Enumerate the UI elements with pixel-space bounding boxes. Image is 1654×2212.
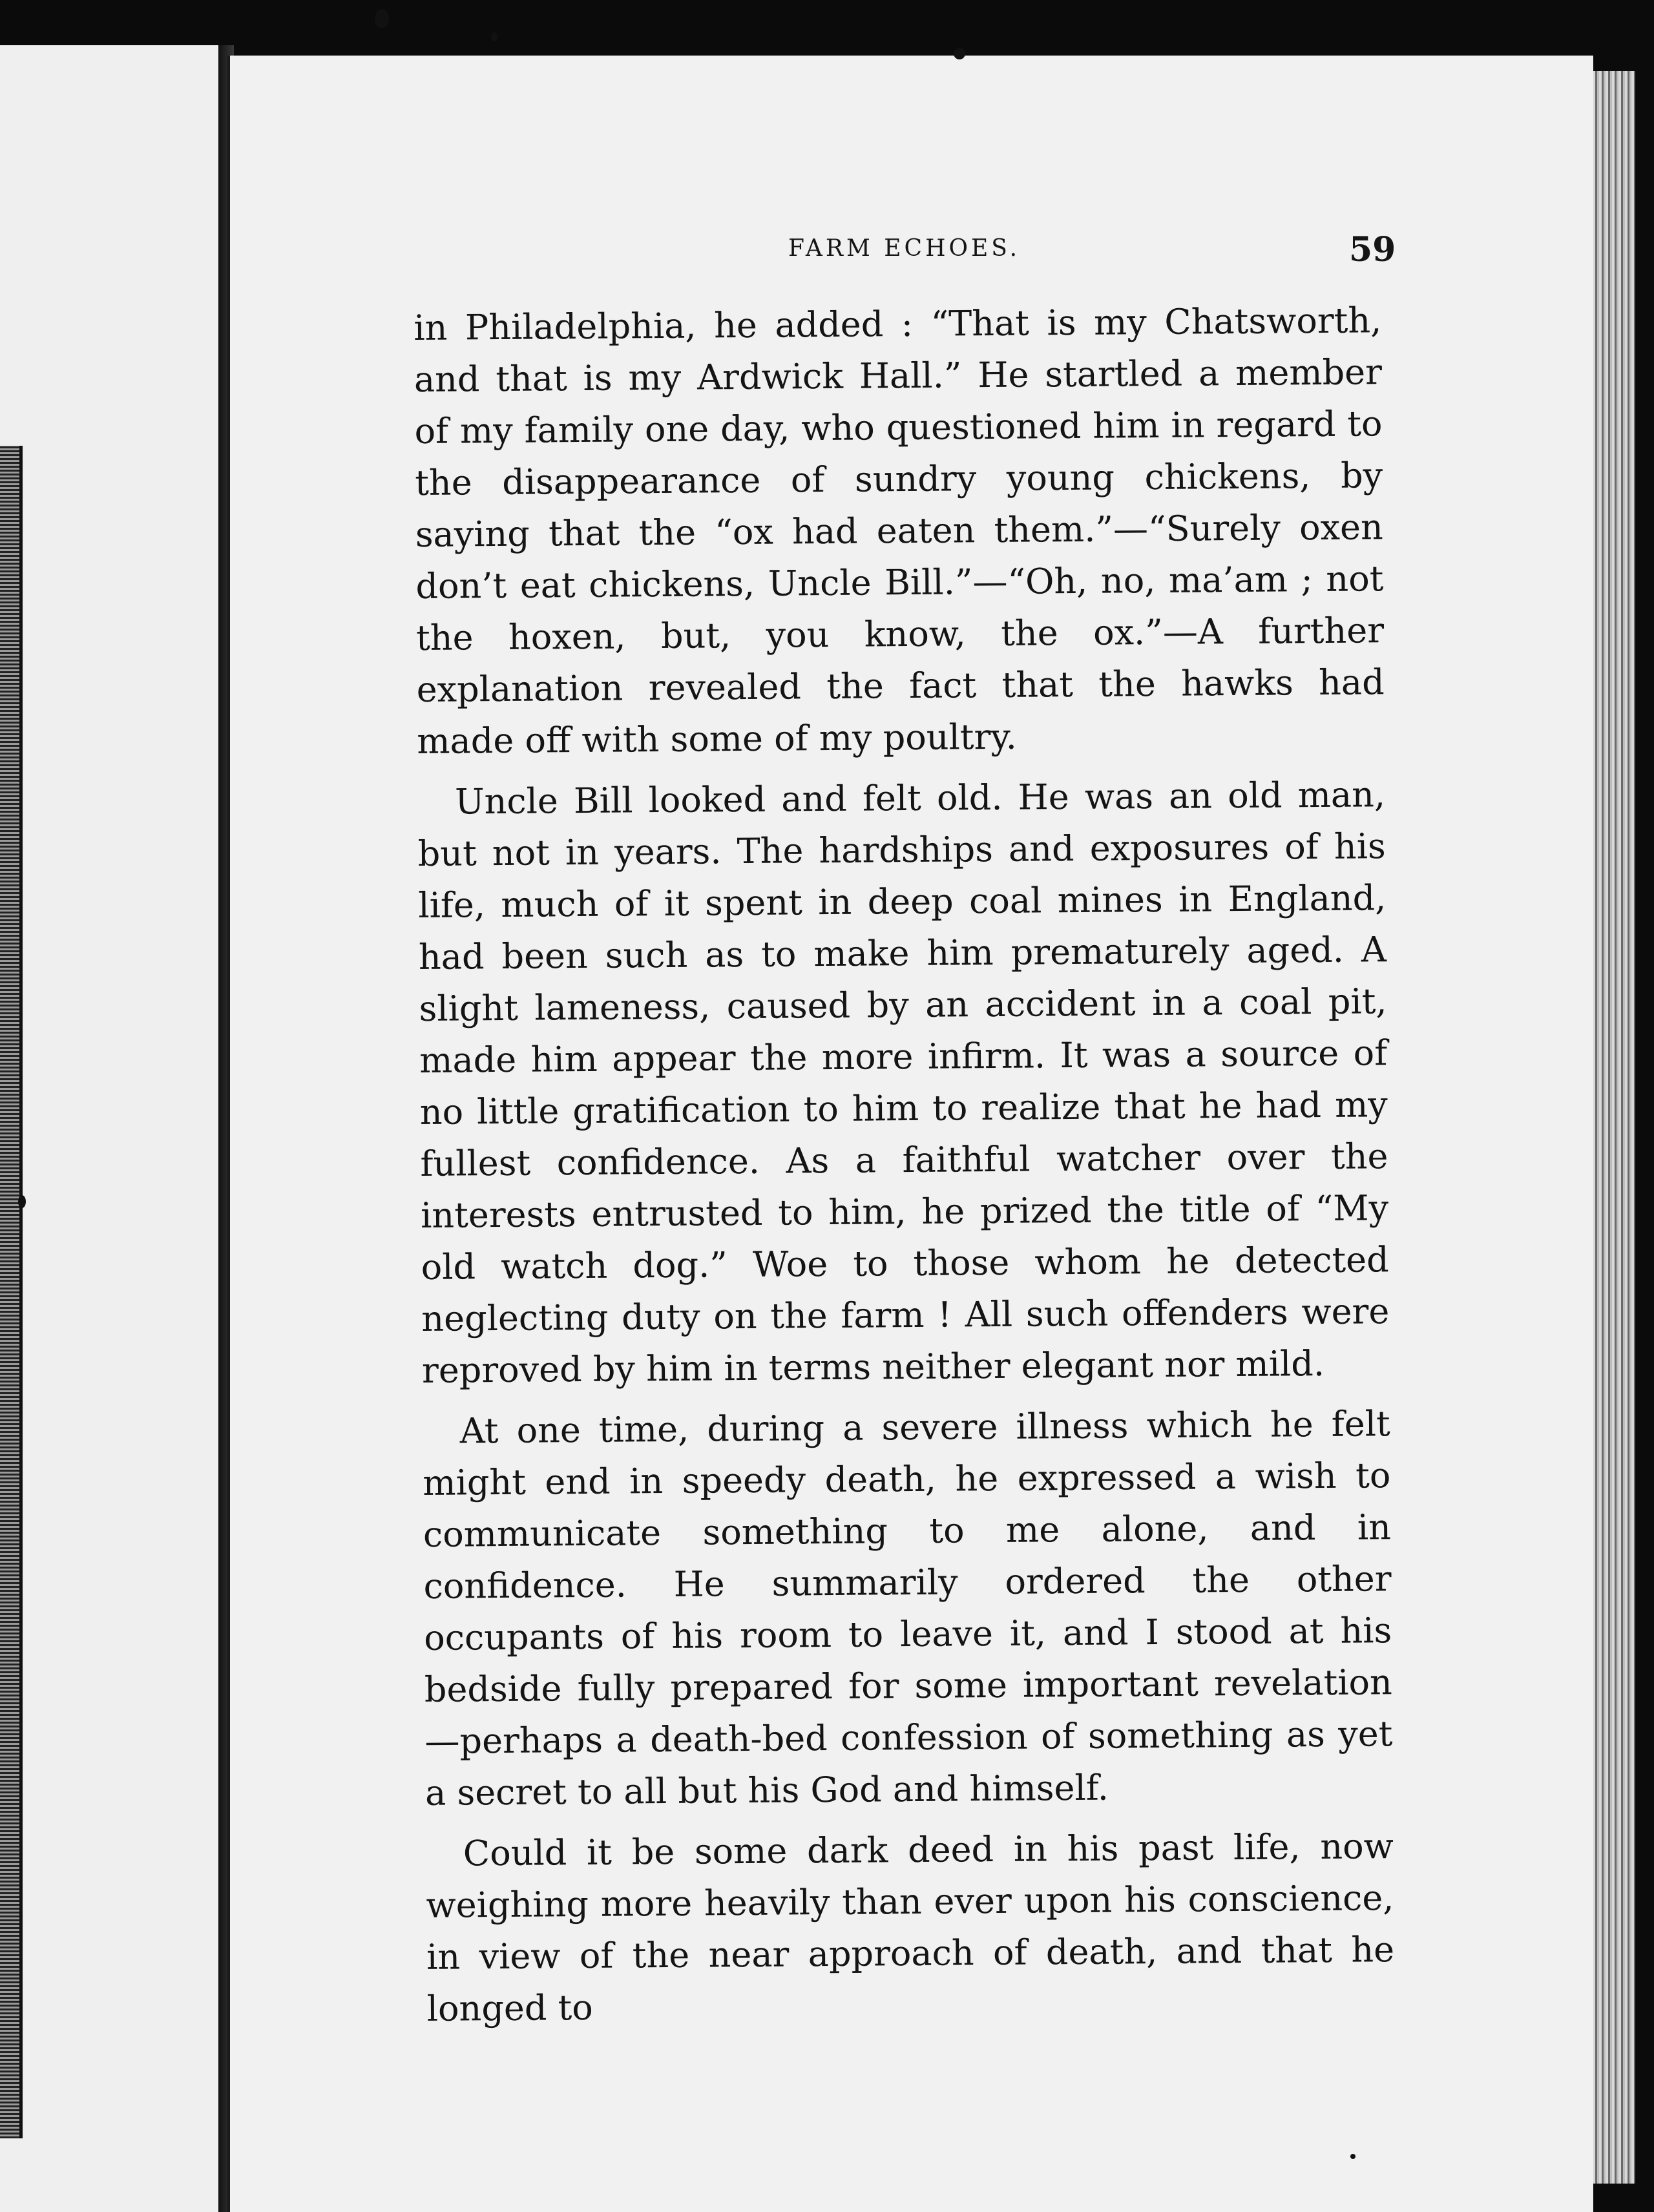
scan-speck xyxy=(954,48,965,59)
scan-speck xyxy=(491,32,497,41)
paragraph: Could it be some dark deed in his past life, now weighing more heavily than ever upon his conscience, in view of the near approach of death, and that he longed to xyxy=(426,1826,1395,2029)
scan-speck xyxy=(1350,2154,1356,2159)
facing-page-left xyxy=(0,45,222,2212)
paragraph: Uncle Bill looked and felt old. He was an old man, but not in years. The hardships and exposures of his life, much of it spent in deep coal mines in England, had been such as to make him prematurely aged. A slight lameness, caused by an accident in a coal pit, made him appear the more infirm. It was a source of no little gratification to him to realize that he had my fullest confidence. As a faithful watcher over the interests entrusted to him, he prized the title of “My old watch dog.” Woe to those whom he detected neglecting duty on the farm ! All such offenders were reproved by him in terms neither elegant nor mild. xyxy=(417,774,1390,1391)
book-fore-edge xyxy=(1591,71,1635,2184)
running-head: FARM ECHOES. xyxy=(788,235,1021,262)
body-text xyxy=(414,295,1395,2044)
engraving-plate-edge xyxy=(0,446,23,2138)
paragraph: At one time, during a severe illness which he felt might end in speedy death, he expressed a wish to communicate something to me alone, and in confidence. He summarily ordered the other occupants of his room to leave it, and I stood at his bedside fully prepared for some important revelation—perhaps a death-bed confession of something as yet a secret to all but his God and himself. xyxy=(423,1403,1393,1813)
scan-speck xyxy=(375,9,389,28)
page-number: 59 xyxy=(1349,230,1396,269)
scan-speck xyxy=(18,1195,26,1208)
paragraph: in Philadelphia, he added : “That is my Chatsworth, and that is my Ardwick Hall.” He startled a member of my family one day, who questioned him in regard to the disappearance of sundry young chickens, by saying that the “ox had eaten them.”—“Surely oxen don’t eat chickens, Uncle Bill.”—“Oh, no, ma’am ; not the hoxen, but, you know, the ox.”—A further explanation revealed the fact that the hawks had made off with some of my poultry. xyxy=(414,300,1385,762)
